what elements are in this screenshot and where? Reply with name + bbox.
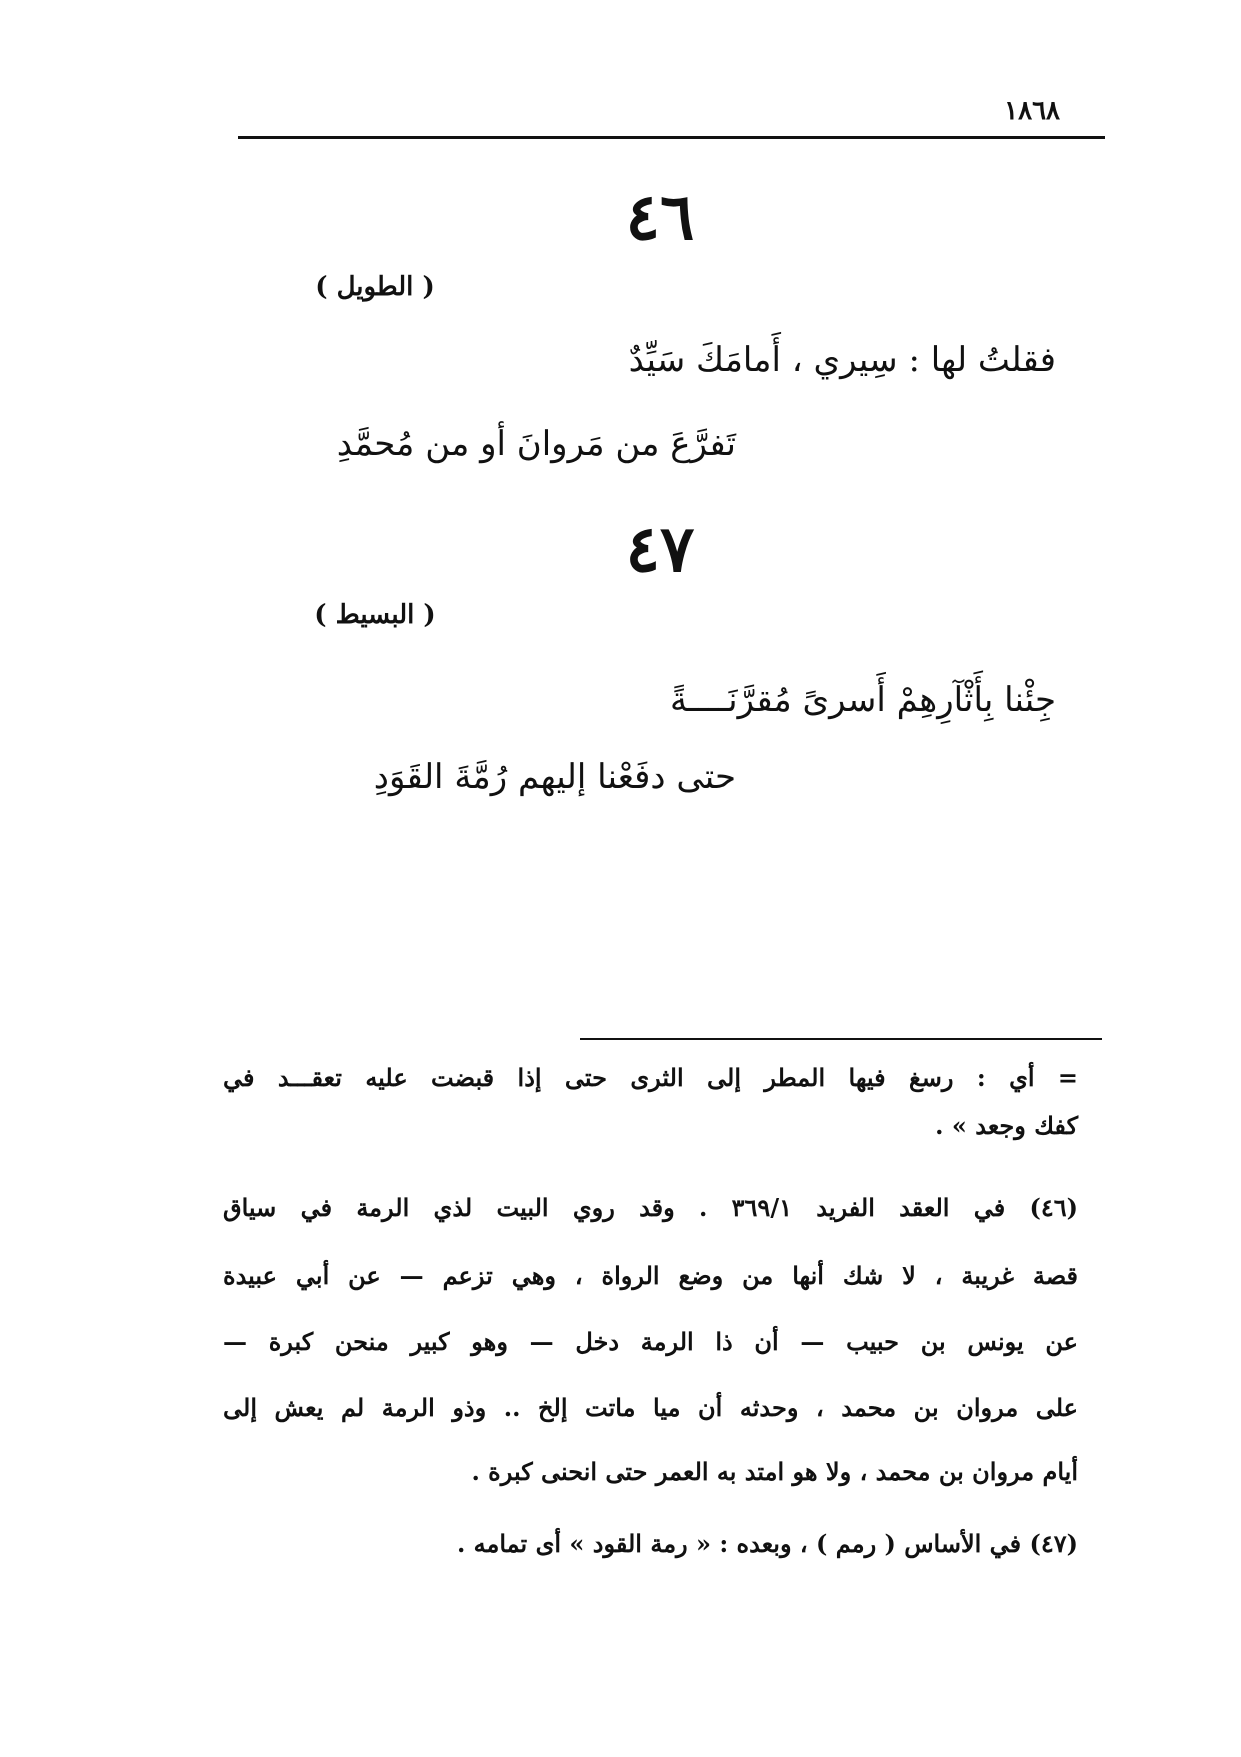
poem-46-verse-second-hemistich: تَفرَّعَ من مَروانَ أو من مُحمَّدِ <box>336 424 736 464</box>
poem-47-number: ٤٧ <box>625 512 695 587</box>
footnote-line: قصة غريبة ، لا شك أنها من وضع الرواة ، وهي تزعم — عن أبي عبيدة <box>223 1261 1079 1290</box>
poem-47-verse-second-hemistich: حتى دفَعْنا إليهم رُمَّةَ القَوَدِ <box>373 757 736 797</box>
page-number: ١٨٦٨ <box>1004 96 1060 126</box>
footnote-line: (٤٦) في العقد الفريد ٣٦٩/١ . وقد روي البيت لذي الرمة في سياق <box>223 1193 1078 1222</box>
poem-47-meter: ( البسيط ) <box>314 600 436 630</box>
footnote-line: على مروان بن محمد ، وحدثه أن ميا ماتت إلخ .. وذو الرمة لم يعش إلى <box>223 1393 1078 1422</box>
poem-46-meter: ( الطويل ) <box>315 272 435 302</box>
footnote-line: (٤٧) في الأساس ( رمم ) ، وبعده : « رمة القود » أى تمامه . <box>456 1529 1078 1558</box>
footnote-line: عن يونس بن حبيب — أن ذا الرمة دخل — وهو كبير منحن كبرة — <box>223 1327 1078 1356</box>
footnote-rule <box>580 1038 1102 1040</box>
footnote-line: = أي : رسغ فيها المطر إلى الثرى حتى إذا قبضت عليه تعقـــد في <box>223 1063 1078 1092</box>
poem-46-verse-first-hemistich: فقلتُ لها : سِيري ، أَمامَكَ سَيِّدٌ <box>628 340 1056 380</box>
poem-46-number: ٤٦ <box>625 180 695 255</box>
footnote-line: أيام مروان بن محمد ، ولا هو امتد به العمر حتى انحنى كبرة . <box>471 1457 1078 1486</box>
footnote-line: كفك وجعد » . <box>935 1111 1078 1140</box>
header-rule <box>238 136 1105 139</box>
poem-47-verse-first-hemistich: جِئْنا بِأَثْآرِهِمْ أَسرىً مُقرَّنَــــةً <box>670 680 1056 720</box>
